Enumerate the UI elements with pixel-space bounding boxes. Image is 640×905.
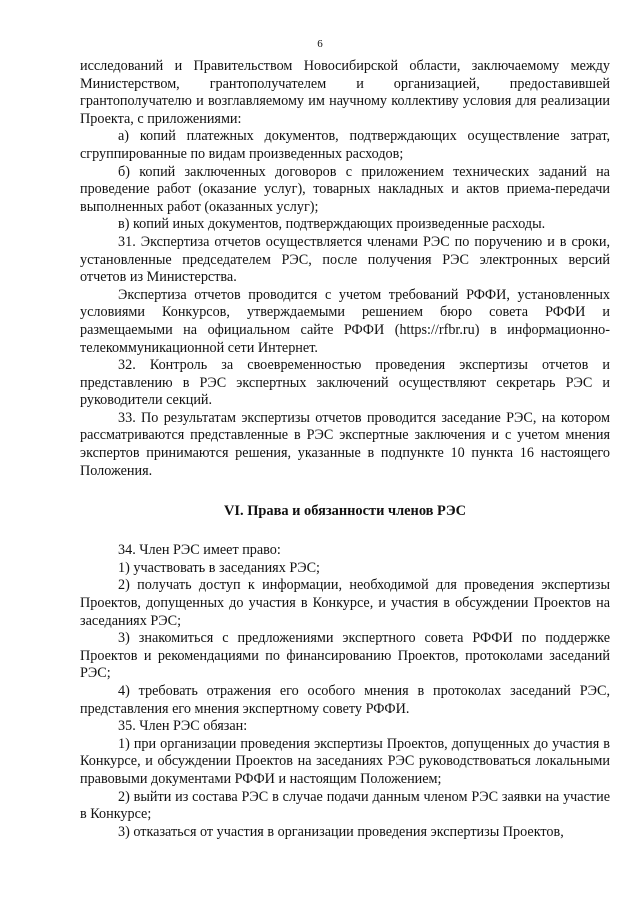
paragraph-33: 33. По результатам экспертизы отчетов проводится заседание РЭС, на котором рассматриваются представленные в РЭС экспертные заключения и с учетом мнения экспертов принимаются решения, указанные в подпункте 10 пункта 16 настоящего Положения.: [80, 409, 610, 479]
paragraph-35-item-1: 1) при организации проведения экспертизы Проектов, допущенных до участия в Конкурсе, и обсуждении Проектов на заседаниях РЭС руководствоваться локальными правовыми документами РФФИ и настоящим Положением;: [80, 735, 610, 787]
document-body: [80, 58, 610, 841]
paragraph-item-v: в) копий иных документов, подтверждающих произведенные расходы.: [118, 216, 546, 233]
paragraph-34-item-3: 3) знакомиться с предложениями экспертного совета РФФИ по поддержке Проектов и рекомендациями по финансированию Проектов, протоколами заседаний РЭС;: [80, 630, 610, 682]
paragraph-34-item-1: 1) участвовать в заседаниях РЭС;: [118, 559, 320, 576]
paragraph-31-continued: Экспертиза отчетов проводится с учетом требований РФФИ, установленных условиями Конкурсов, утверждаемыми решением бюро совета РФФИ и размещаемыми на официальном сайте РФФИ (https://rfbr.ru) в информационно-телекоммуникационной сети Интернет.: [80, 286, 610, 356]
paragraph-34: 34. Член РЭС имеет право:: [118, 542, 281, 559]
section-heading: VI. Права и обязанности членов РЭС: [224, 503, 466, 520]
paragraph-35: 35. Член РЭС обязан:: [118, 718, 248, 735]
paragraph-item-a: а) копий платежных документов, подтверждающих осуществление затрат, сгруппированные по видам произведенных расходов;: [80, 128, 610, 162]
paragraph-34-item-4: 4) требовать отражения его особого мнения в протоколах заседаний РЭС, представления его мнения экспертному совету РФФИ.: [80, 683, 610, 717]
paragraph-32: 32. Контроль за своевременностью проведения экспертизы отчетов и представлению в РЭС экспертных заключений осуществляют секретарь РЭС и руководители секций.: [80, 357, 610, 409]
paragraph-34-item-2: 2) получать доступ к информации, необходимой для проведения экспертизы Проектов, допущенных до участия в Конкурсе, и участия в обсуждении Проектов на заседаниях РЭС;: [80, 577, 610, 629]
paragraph-35-item-2: 2) выйти из состава РЭС в случае подачи данным членом РЭС заявки на участие в Конкурсе;: [80, 788, 610, 823]
page-number: 6: [317, 38, 323, 50]
paragraph-continuation: исследований и Правительством Новосибирской области, заключаемому между Министерством, грантополучателем и организацией, предоставившей грантополучателю и возглавляемому им научному коллективу условия для реализации Проекта, с приложениями:: [80, 58, 610, 127]
paragraph-item-b: б) копий заключенных договоров с приложением технических заданий на проведение работ (оказание услуг), товарных накладных и актов приема-передачи выполненных работ (оказанных услуг);: [80, 163, 610, 215]
paragraph-31: 31. Экспертиза отчетов осуществляется членами РЭС по поручению и в сроки, установленные председателем РЭС, после получения РЭС электронных версий отчетов из Министерства.: [80, 233, 610, 286]
paragraph-35-item-3: 3) отказаться от участия в организации проведения экспертизы Проектов,: [118, 823, 564, 840]
